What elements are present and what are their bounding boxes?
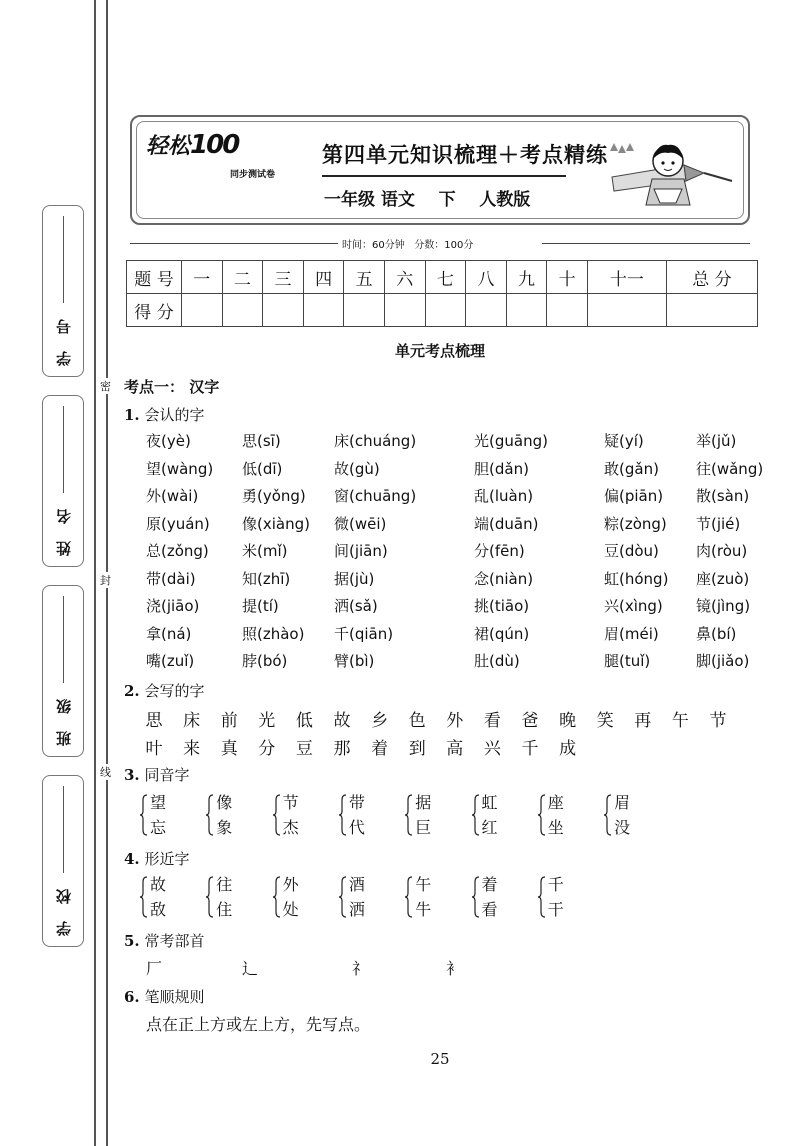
score-table <box>126 260 758 327</box>
table-header-cell: 四 <box>303 261 344 294</box>
brace-icon <box>405 876 413 918</box>
recognize-char-item: 故(gù) <box>334 459 380 478</box>
subsection-heading-1: 1. 会认的字 <box>124 406 205 424</box>
recognize-char-item: 虹(hóng) <box>604 569 669 588</box>
similar-char-pair <box>140 872 180 922</box>
pair-char-bottom: 牛 <box>415 900 432 919</box>
recognize-char-item: 间(jiān) <box>334 542 388 560</box>
table-header-cell: 十 <box>547 261 588 294</box>
school-label: 学 校 <box>54 882 73 936</box>
recognize-char-item: 勇(yǒng) <box>242 487 306 505</box>
write-char-item: 故 <box>333 711 351 731</box>
recognize-char-item: 裙(qún) <box>474 624 530 643</box>
student-name-blank[interactable] <box>63 406 64 493</box>
student-reading-illustration <box>606 131 736 215</box>
recognize-char-item: 据(jù) <box>334 569 375 588</box>
pair-char-bottom: 洒 <box>348 900 365 919</box>
write-char-item: 思 <box>145 711 163 731</box>
write-char-item: 豆 <box>295 739 313 759</box>
class-label: 班 级 <box>54 692 73 746</box>
write-char-item: 那 <box>333 739 351 759</box>
pair-char-bottom: 干 <box>547 900 564 919</box>
score-cell[interactable] <box>263 294 304 327</box>
point-heading: 考点一： 汉字 <box>124 378 220 396</box>
table-header-cell: 七 <box>425 261 466 294</box>
table-row <box>127 261 758 294</box>
table-header-cell: 十一 <box>587 261 666 294</box>
recognize-char-item: 床(chuáng) <box>334 432 417 450</box>
table-header-cell: 六 <box>384 261 425 294</box>
recognize-char-item: 座(zuò) <box>696 569 750 588</box>
pair-char-top: 据 <box>415 793 432 812</box>
recognize-char-item: 浇(jiāo) <box>146 597 200 615</box>
recognize-char-item: 肚(dù) <box>474 652 520 670</box>
brace-icon <box>206 876 214 918</box>
recognize-char-item: 腿(tuǐ) <box>604 652 651 670</box>
brace-icon <box>339 876 347 918</box>
write-char-item: 再 <box>634 711 652 731</box>
brace-icon <box>273 876 281 918</box>
brace-icon <box>538 794 546 836</box>
pair-char-bottom: 住 <box>216 900 233 919</box>
table-header-cell: 八 <box>466 261 507 294</box>
recognize-char-item: 脖(bó) <box>242 652 288 670</box>
pair-char-bottom: 忘 <box>150 818 167 837</box>
seal-char-mi: 密 <box>100 380 111 393</box>
score-cell[interactable] <box>384 294 425 327</box>
table-header-cell: 二 <box>222 261 263 294</box>
school-box[interactable] <box>42 775 84 947</box>
subsection-heading-6: 6. 笔顺规则 <box>124 988 205 1006</box>
recognize-char-item: 总(zǒng) <box>146 542 209 560</box>
recognize-char-item: 豆(dòu) <box>604 542 659 560</box>
recognize-char-item: 洒(sǎ) <box>334 597 378 615</box>
write-char-item: 分 <box>258 739 276 759</box>
pair-char-top: 午 <box>415 875 432 894</box>
brace-icon <box>604 794 612 836</box>
recognize-char-item: 米(mǐ) <box>242 542 288 560</box>
recognize-char-item: 举(jǔ) <box>696 432 737 450</box>
write-char-item: 床 <box>183 711 201 731</box>
recognize-char-item: 提(tí) <box>242 597 279 615</box>
pair-char-top: 眉 <box>614 793 631 812</box>
table-header-cell: 三 <box>263 261 304 294</box>
class-box[interactable] <box>42 585 84 757</box>
subsection-heading-4: 4. 形近字 <box>124 850 190 868</box>
student-id-label: 学 号 <box>54 312 73 366</box>
brace-icon <box>206 794 214 836</box>
recognize-char-item: 鼻(bí) <box>696 624 737 643</box>
subsection-heading-5: 5. 常考部首 <box>124 932 205 950</box>
recognize-char-item: 带(dài) <box>146 569 196 588</box>
recognize-char-item: 偏(piān) <box>604 487 664 505</box>
write-char-item: 晚 <box>559 711 577 731</box>
brand-logo-subtitle: 同步测试卷 <box>230 170 276 180</box>
homophone-pair <box>472 790 512 840</box>
write-char-item: 爸 <box>521 711 539 731</box>
subsection-heading-2: 2. 会写的字 <box>124 682 205 700</box>
pair-char-bottom: 处 <box>282 900 299 919</box>
stroke-rule-text: 点在正上方或左上方，先写点。 <box>146 1015 371 1034</box>
score-cell[interactable] <box>222 294 263 327</box>
recognize-char-item: 肉(ròu) <box>696 542 748 560</box>
recognize-char-item: 望(wàng) <box>146 459 214 478</box>
similar-char-pair <box>206 872 246 922</box>
score-cell[interactable] <box>344 294 385 327</box>
pair-char-top: 酒 <box>348 875 365 894</box>
write-char-item: 兴 <box>483 739 501 759</box>
pair-char-bottom: 敌 <box>150 900 167 919</box>
pair-char-bottom: 坐 <box>547 818 564 837</box>
similar-char-pair <box>273 872 313 922</box>
pair-char-bottom: 杰 <box>282 818 299 837</box>
write-char-item: 着 <box>371 739 389 759</box>
exam-info-text: 时间：60分钟 分数：100分 <box>342 240 474 251</box>
write-char-item: 低 <box>295 711 313 731</box>
student-name-box[interactable] <box>42 395 84 567</box>
student-id-blank[interactable] <box>63 216 64 303</box>
homophone-pair <box>339 790 379 840</box>
recognize-char-item: 散(sàn) <box>696 487 750 505</box>
radical-item: 衤 <box>446 959 463 978</box>
score-cell[interactable] <box>547 294 588 327</box>
recognize-char-item: 知(zhī) <box>242 569 291 588</box>
pair-char-bottom: 代 <box>348 818 365 837</box>
write-char-item: 外 <box>446 711 464 731</box>
score-cell[interactable] <box>182 294 223 327</box>
recognize-char-item: 照(zhào) <box>242 624 305 643</box>
pair-char-top: 外 <box>282 875 299 894</box>
homophone-pair <box>604 790 644 840</box>
brace-icon <box>140 876 148 918</box>
pair-char-top: 座 <box>547 793 564 812</box>
homophone-pair <box>140 790 180 840</box>
recognize-char-item: 脚(jiǎo) <box>696 652 750 670</box>
pair-char-bottom: 巨 <box>415 818 432 837</box>
score-cell[interactable] <box>666 294 757 327</box>
brace-icon <box>339 794 347 836</box>
recognize-char-item: 原(yuán) <box>146 514 210 533</box>
recognize-char-item: 臂(bì) <box>334 652 375 670</box>
score-cell[interactable] <box>587 294 666 327</box>
write-char-item: 高 <box>446 739 464 759</box>
similar-char-pair <box>405 872 445 922</box>
radical-item: 厂 <box>146 959 163 978</box>
seal-char-feng: 封 <box>100 574 111 587</box>
page-number: 25 <box>430 1050 450 1068</box>
pair-char-bottom: 红 <box>481 818 498 837</box>
recognize-char-item: 眉(méi) <box>604 624 659 643</box>
brace-icon <box>273 794 281 836</box>
pair-char-bottom: 没 <box>614 818 631 837</box>
recognize-char-item: 低(dī) <box>242 459 283 478</box>
brace-icon <box>538 876 546 918</box>
table-header-cell: 总 分 <box>666 261 757 294</box>
homophone-pair <box>538 790 578 840</box>
pair-char-bottom: 象 <box>216 818 233 837</box>
recognize-char-item: 光(guāng) <box>474 432 548 450</box>
table-header-cell: 九 <box>506 261 547 294</box>
brand-logo: 轻松100 同步测试卷 <box>146 130 276 180</box>
write-char-item: 成 <box>559 739 577 759</box>
write-char-item: 午 <box>671 711 689 731</box>
school-blank[interactable] <box>63 786 64 873</box>
radical-item: 辶 <box>242 959 259 978</box>
pair-char-top: 带 <box>348 793 365 812</box>
brace-icon <box>472 876 480 918</box>
pair-char-bottom: 看 <box>481 900 498 919</box>
pair-char-top: 节 <box>282 793 299 812</box>
section-title: 单元考点梳理 <box>394 342 485 360</box>
table-row <box>127 294 758 327</box>
score-cell[interactable] <box>466 294 507 327</box>
write-char-item: 乡 <box>371 711 389 731</box>
write-char-item: 光 <box>258 711 276 731</box>
seal-char-xian: 线 <box>100 766 111 779</box>
recognize-char-item: 乱(luàn) <box>474 487 534 505</box>
recognize-char-item: 窗(chuāng) <box>334 487 417 505</box>
homophone-pair <box>273 790 313 840</box>
recognize-char-item: 念(niàn) <box>474 569 534 588</box>
exam-info-line <box>130 235 750 251</box>
pair-char-top: 往 <box>216 875 233 894</box>
table-header-cell: 题 号 <box>127 261 182 294</box>
write-char-item: 到 <box>408 739 426 759</box>
header-banner <box>130 115 750 225</box>
page-subtitle: 一年级 语文 下 人教版 <box>324 190 531 210</box>
class-blank[interactable] <box>63 596 64 683</box>
recognize-char-item: 思(sī) <box>242 432 281 450</box>
write-char-item: 看 <box>483 711 501 731</box>
pair-char-top: 像 <box>216 793 233 812</box>
table-header-cell: 五 <box>344 261 385 294</box>
recognize-char-item: 夜(yè) <box>146 432 191 450</box>
write-char-item: 前 <box>220 711 238 731</box>
recognize-char-item: 挑(tiāo) <box>474 597 530 615</box>
recognize-char-item: 兴(xìng) <box>604 597 663 615</box>
write-char-item: 节 <box>709 711 727 731</box>
student-name-label: 姓 名 <box>54 502 73 556</box>
brace-icon <box>405 794 413 836</box>
recognize-char-item: 外(wài) <box>146 487 199 505</box>
table-header-cell: 一 <box>182 261 223 294</box>
write-char-item: 色 <box>408 711 426 731</box>
recognize-char-item: 镜(jìng) <box>696 597 751 615</box>
brace-icon <box>472 794 480 836</box>
homophone-pair <box>405 790 445 840</box>
recognize-char-item: 像(xiàng) <box>242 514 310 533</box>
write-char-item: 千 <box>521 739 539 759</box>
recognize-char-item: 拿(ná) <box>146 624 192 643</box>
write-char-item: 叶 <box>145 739 163 759</box>
recognize-char-item: 千(qiān) <box>334 624 394 643</box>
recognize-char-item: 粽(zòng) <box>604 514 667 533</box>
score-cell[interactable] <box>425 294 466 327</box>
recognize-char-item: 端(duān) <box>474 514 539 533</box>
pair-char-top: 故 <box>150 875 167 894</box>
pair-char-top: 虹 <box>481 793 498 812</box>
pair-char-top: 千 <box>547 875 564 894</box>
recognize-char-item: 节(jié) <box>696 514 741 533</box>
page-title: 第四单元知识梳理＋考点精练 <box>322 142 608 167</box>
binding-line-left <box>94 0 96 1146</box>
recognize-char-item: 嘴(zuǐ) <box>146 652 195 670</box>
write-char-item: 真 <box>220 739 238 759</box>
subsection-heading-3: 3. 同音字 <box>124 766 190 784</box>
homophone-pair <box>206 790 246 840</box>
recognize-char-item: 分(fēn) <box>474 542 525 560</box>
table-label-cell: 得 分 <box>127 294 182 327</box>
recognize-char-item: 微(wēi) <box>334 514 387 533</box>
brace-icon <box>140 794 148 836</box>
pair-char-top: 望 <box>150 793 167 812</box>
recognize-char-item: 疑(yí) <box>604 432 644 450</box>
radical-item: 礻 <box>352 959 369 978</box>
similar-char-pair <box>472 872 512 922</box>
write-char-item: 来 <box>183 739 201 759</box>
recognize-char-item: 胆(dǎn) <box>474 459 529 478</box>
score-cell[interactable] <box>506 294 547 327</box>
recognize-char-item: 往(wǎng) <box>696 459 764 478</box>
similar-char-pair <box>339 872 379 922</box>
write-char-item: 笑 <box>596 711 614 731</box>
pair-char-top: 着 <box>481 875 498 894</box>
score-cell[interactable] <box>303 294 344 327</box>
similar-char-pair <box>538 872 578 922</box>
recognize-char-item: 敢(gǎn) <box>604 459 659 478</box>
